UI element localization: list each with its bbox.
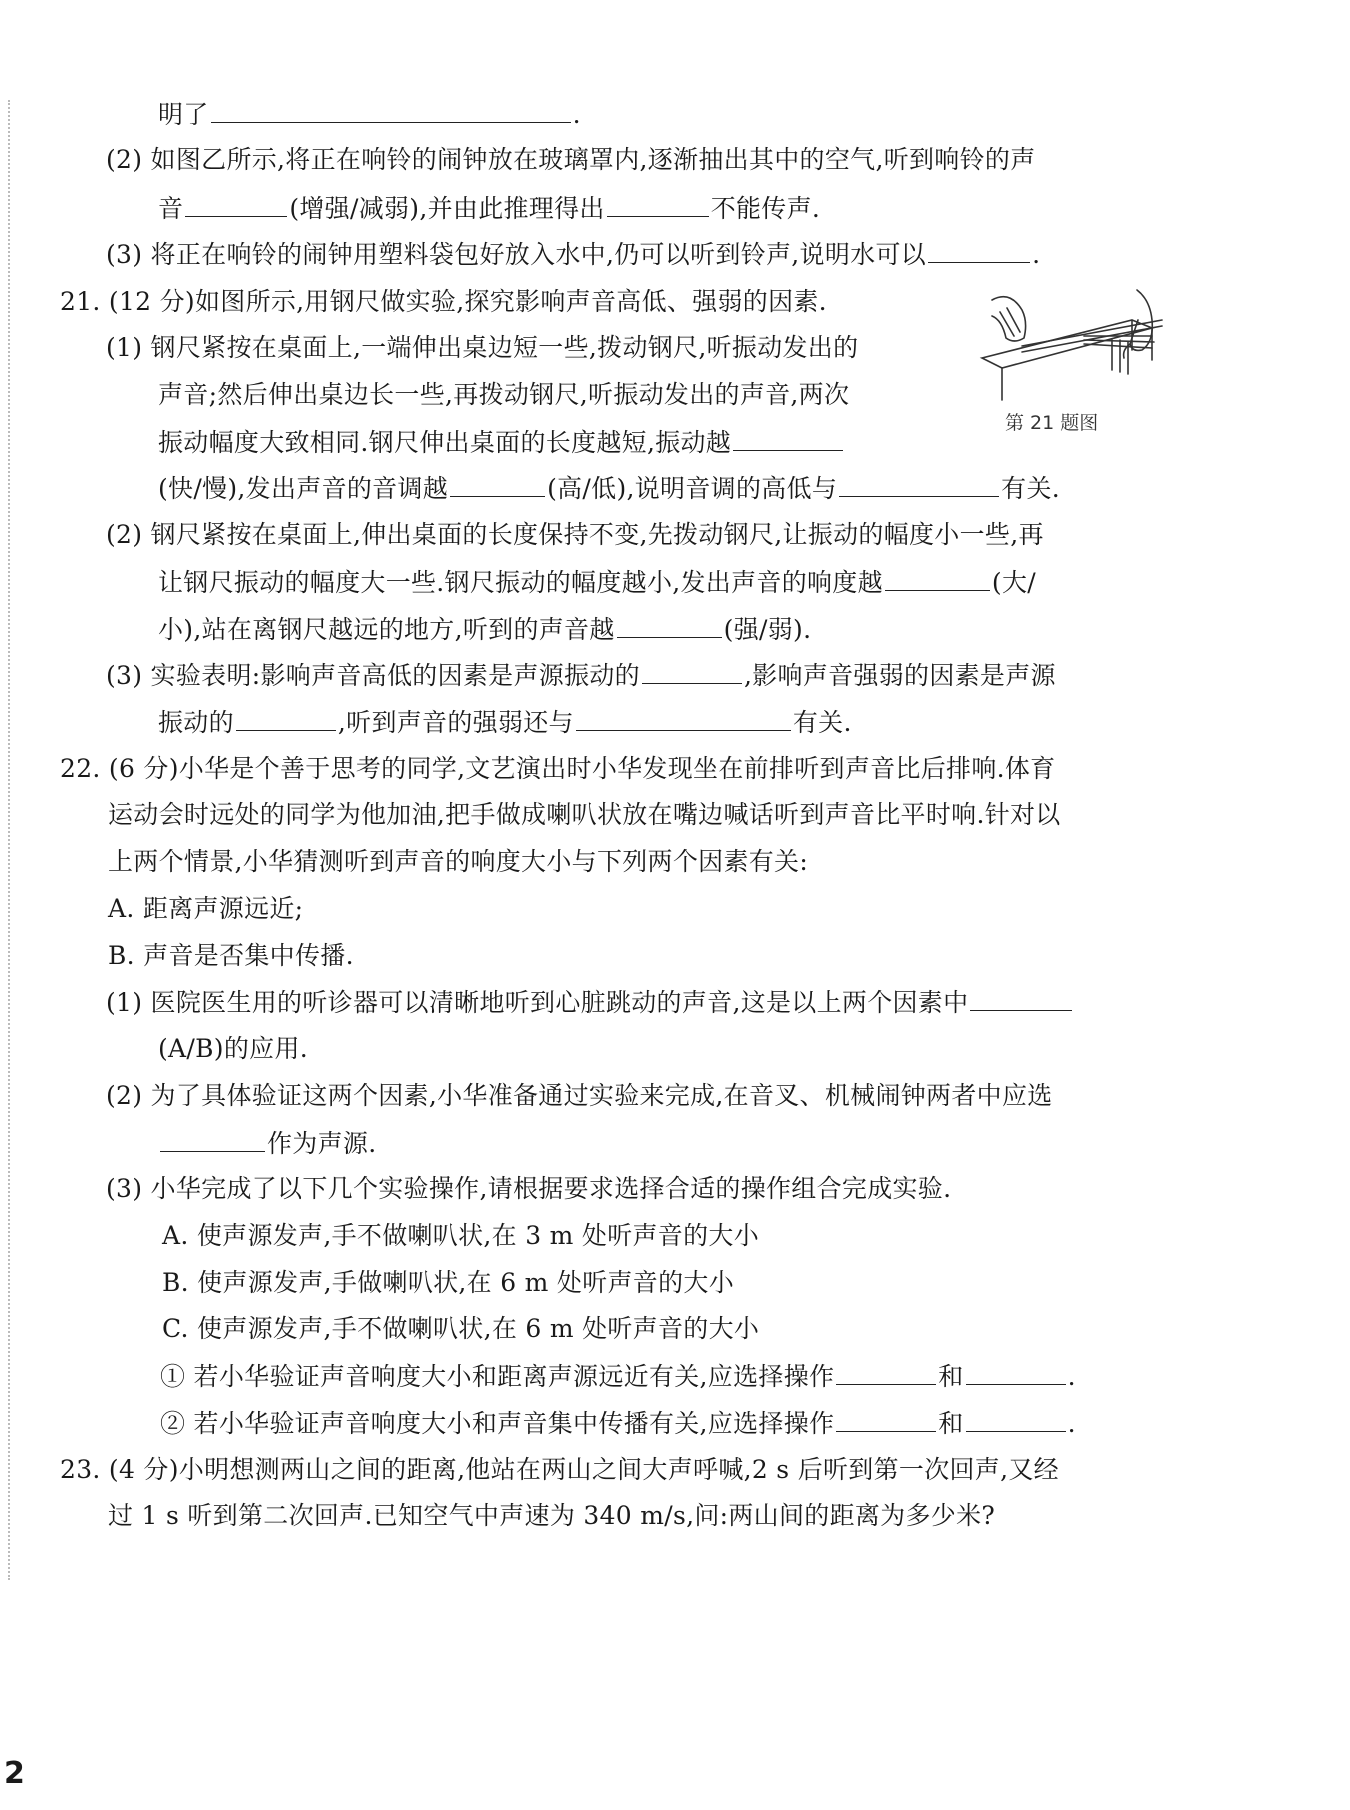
q22-stem-line-1: 22. (6 分)小华是个善于思考的同学,文艺演出时小华发现坐在前排听到声音比后排响.体育 [60, 754, 1056, 783]
q22-option-b: B. 声音是否集中传播. [108, 941, 354, 970]
answer-blank[interactable] [966, 1407, 1066, 1432]
binding-margin-line [8, 100, 10, 1580]
q23-line-2: 过 1 s 听到第二次回声.已知空气中声速为 340 m/s,问:两山间的距离为多少米? [108, 1501, 996, 1530]
page-number: 2 [4, 1756, 25, 1791]
answer-blank[interactable] [733, 426, 843, 451]
q21-p1-line-3: 振动幅度大致相同.钢尺伸出桌面的长度越短,振动越 [158, 426, 845, 459]
q21-p2-line-3: 小),站在离钢尺越远的地方,听到的声音越 (强/弱). [158, 615, 812, 644]
q21-p1-line-4: (快/慢),发出声音的音调越 (高/低),说明音调的高低与 有关. [158, 474, 1061, 503]
answer-blank[interactable] [576, 706, 791, 731]
figure-caption: 第 21 题图 [1005, 412, 1099, 434]
answer-blank[interactable] [836, 1407, 936, 1432]
prev-line-1: 明了 . [158, 100, 581, 129]
answer-blank[interactable] [966, 1360, 1066, 1385]
answer-blank[interactable] [617, 613, 722, 638]
q21-p3-line-2: 振动的 ,听到声音的强弱还与 有关. [158, 708, 852, 737]
answer-blank[interactable] [642, 659, 742, 684]
q22-operation-b: B. 使声源发声,手做喇叭状,在 6 m 处听声音的大小 [162, 1268, 735, 1297]
q22-operation-c: C. 使声源发声,手不做喇叭状,在 6 m 处听声音的大小 [162, 1314, 760, 1343]
answer-blank[interactable] [211, 98, 571, 123]
q22-p3-line-1: (3) 小华完成了以下几个实验操作,请根据要求选择合适的操作组合完成实验. [106, 1174, 952, 1203]
answer-blank[interactable] [839, 472, 999, 497]
prev-q2-line-1: (2) 如图乙所示,将正在响铃的闹钟放在玻璃罩内,逐渐抽出其中的空气,听到响铃的声 [106, 145, 1036, 174]
q22-p1-line-1: (1) 医院医生用的听诊器可以清晰地听到心脏跳动的声音,这是以上两个因素中 [106, 986, 1074, 1019]
answer-blank[interactable] [928, 238, 1030, 263]
q23-line-1: 23. (4 分)小明想测两山之间的距离,他站在两山之间大声呼喊,2 s 后听到第一次回声,又经 [60, 1455, 1059, 1484]
answer-blank[interactable] [236, 706, 336, 731]
answer-blank[interactable] [836, 1360, 936, 1385]
answer-blank[interactable] [450, 472, 545, 497]
prev-q2-line-2: 音 (增强/减弱),并由此推理得出 不能传声. [158, 194, 821, 223]
answer-blank[interactable] [160, 1127, 265, 1152]
q21-p2-line-1: (2) 钢尺紧按在桌面上,伸出桌面的长度保持不变,先拨动钢尺,让振动的幅度小一些,再 [106, 520, 1044, 549]
answer-blank[interactable] [970, 986, 1072, 1011]
q22-option-a: A. 距离声源远近; [108, 894, 304, 923]
q22-choice-1: ① 若小华验证声音响度大小和距离声源远近有关,应选择操作 和 . [160, 1362, 1076, 1391]
answer-blank[interactable] [607, 192, 709, 217]
prev-q3-line-1: (3) 将正在响铃的闹钟用塑料袋包好放入水中,仍可以听到铃声,说明水可以 . [106, 240, 1041, 269]
answer-blank[interactable] [885, 566, 990, 591]
q22-stem-line-3: 上两个情景,小华猜测听到声音的响度大小与下列两个因素有关: [108, 847, 809, 876]
q21-p2-line-2: 让钢尺振动的幅度大一些.钢尺振动的幅度越小,发出声音的响度越 (大/ [158, 568, 1036, 597]
q22-p2-line-2: 作为声源. [158, 1127, 376, 1160]
q21-p1-line-1: (1) 钢尺紧按在桌面上,一端伸出桌边短一些,拨动钢尺,听振动发出的 [106, 333, 859, 362]
q21-p3-line-1: (3) 实验表明:影响声音高低的因素是声源振动的 ,影响声音强弱的因素是声源 [106, 661, 1056, 690]
q22-operation-a: A. 使声源发声,手不做喇叭状,在 3 m 处听声音的大小 [162, 1221, 759, 1250]
q22-p2-line-1: (2) 为了具体验证这两个因素,小华准备通过实验来完成,在音叉、机械闹钟两者中应选 [106, 1081, 1053, 1110]
q21-stem: 21. (12 分)如图所示,用钢尺做实验,探究影响声音高低、强弱的因素. [60, 287, 827, 316]
q22-p1-line-2: (A/B)的应用. [158, 1034, 309, 1063]
q22-stem-line-2: 运动会时远处的同学为他加油,把手做成喇叭状放在嘴边喊话听到声音比平时响.针对以 [108, 800, 1061, 829]
q22-choice-2: ② 若小华验证声音响度大小和声音集中传播有关,应选择操作 和 . [160, 1409, 1076, 1438]
answer-blank[interactable] [185, 192, 287, 217]
q21-p1-line-2: 声音;然后伸出桌边长一些,再拨动钢尺,听振动发出的声音,两次 [158, 380, 850, 409]
